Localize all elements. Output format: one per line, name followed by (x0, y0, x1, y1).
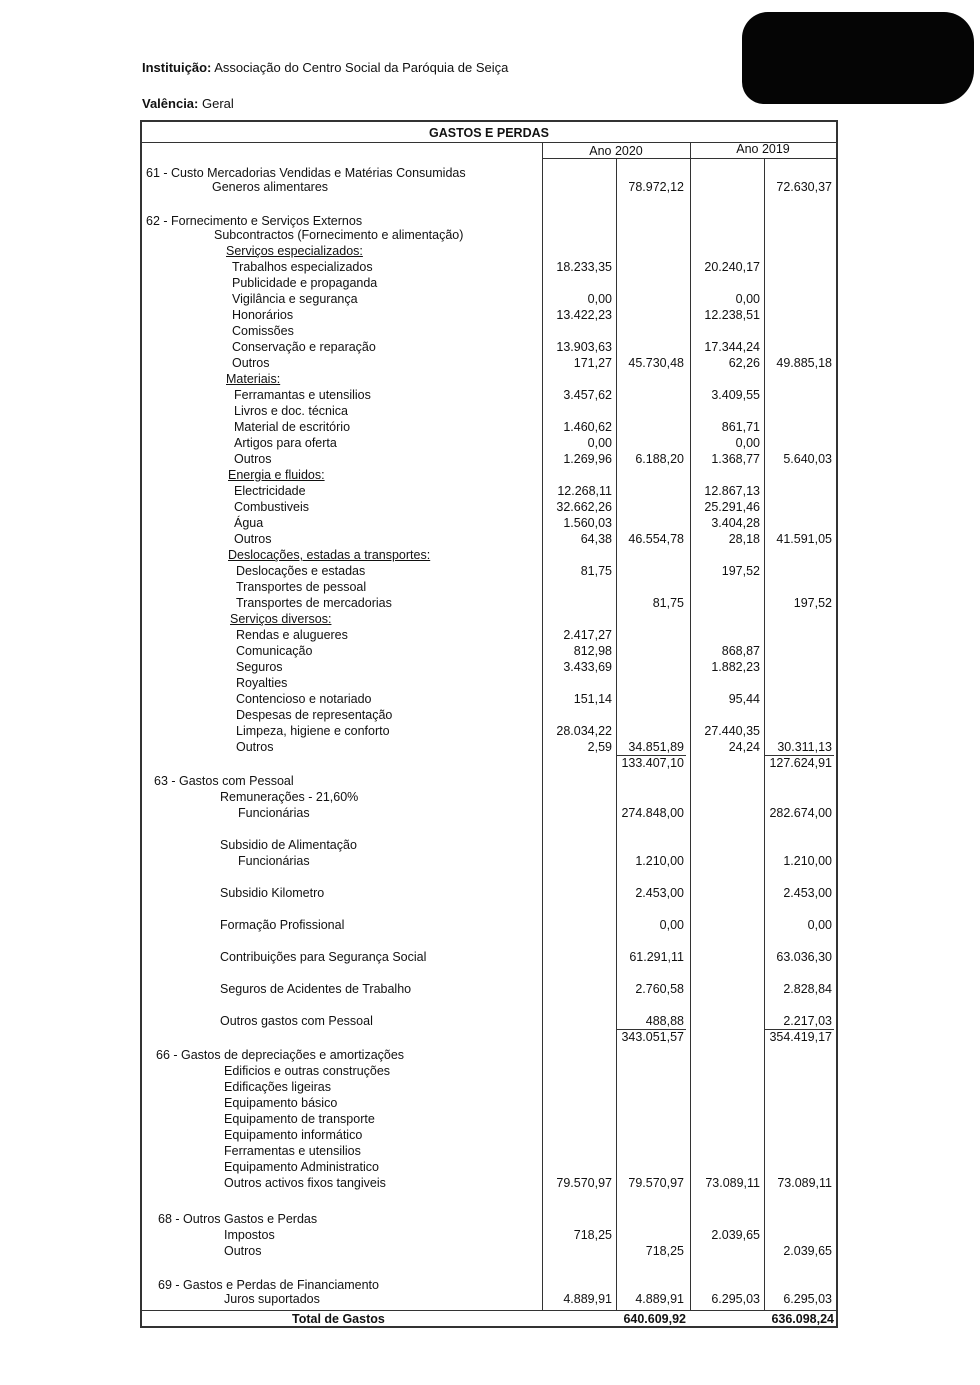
row-value-c: 25.291,46 (704, 500, 760, 514)
row-value-c: 861,71 (721, 420, 760, 434)
row-label: Material de escritório (234, 420, 351, 434)
row-label: Combustiveis (234, 500, 310, 514)
row-value-a: 64,38 (580, 532, 612, 546)
row-value-a: 1.269,96 (563, 452, 612, 466)
row-label: Formação Profissional (220, 918, 345, 932)
row-value-b: 2.760,58 (635, 982, 684, 996)
row-value-d: 49.885,18 (776, 356, 832, 370)
row-label: Limpeza, higiene e conforto (236, 724, 390, 738)
row-label: Energia e fluidos: (228, 468, 325, 482)
row-label: Edificios e outras construções (224, 1064, 391, 1078)
row-value-a: 12.268,11 (557, 484, 612, 498)
row-value-c: 17.344,24 (704, 340, 760, 354)
row-value-b: 6.188,20 (635, 452, 684, 466)
subtotal-rule (764, 755, 834, 756)
row-label: Funcionárias (238, 854, 310, 868)
row-value-a: 18.233,35 (556, 260, 612, 274)
row-value-c: 0,00 (735, 292, 760, 306)
row-label: Ferramentas e utensilios (224, 1144, 361, 1158)
row-label: Equipamento básico (224, 1096, 338, 1110)
col-divider-d (764, 158, 765, 1310)
row-label: Outros (234, 452, 272, 466)
row-value-a: 28.034,22 (556, 724, 612, 738)
row-value-b: 61.291,11 (629, 950, 684, 964)
row-value-b: 488,88 (645, 1014, 684, 1028)
row-value-d: 41.591,05 (776, 532, 832, 546)
row-value-d: 197,52 (793, 596, 832, 610)
row-label: Artigos para oferta (234, 436, 337, 450)
row-label: Água (234, 516, 264, 530)
row-value-d: 73.089,11 (777, 1176, 832, 1190)
row-value-d: 63.036,30 (776, 950, 832, 964)
row-value-c: 73.089,11 (705, 1176, 760, 1190)
row-value-a: 13.422,23 (556, 308, 612, 322)
row-value-c: 3.404,28 (711, 516, 760, 530)
row-value-b: 81,75 (652, 596, 684, 610)
row-label: 68 - Outros Gastos e Perdas (158, 1212, 318, 1226)
row-label: Serviços especializados: (226, 244, 363, 258)
row-label: Livros e doc. técnica (234, 404, 348, 418)
row-value-d: 72.630,37 (776, 180, 832, 194)
row-label: Seguros (236, 660, 283, 674)
row-value-d: 354.419,17 (769, 1030, 832, 1044)
row-label: Deslocações e estadas (236, 564, 366, 578)
row-value-c: 27.440,35 (704, 724, 760, 738)
row-label: Outros activos fixos tangiveis (224, 1176, 386, 1190)
row-value-b: 133.407,10 (621, 756, 684, 770)
row-label: Equipamento informático (224, 1128, 363, 1142)
row-value-a: 2,59 (587, 740, 612, 754)
row-value-b: 4.889,91 (635, 1292, 684, 1306)
row-label: Juros suportados (224, 1292, 320, 1306)
row-label: Outros (236, 740, 274, 754)
valencia-label: Valência: (142, 96, 199, 111)
row-label: Transportes de pessoal (236, 580, 367, 594)
row-value-b: 79.570,97 (628, 1176, 684, 1190)
total-divider (142, 1310, 836, 1311)
row-value-a: 1.560,03 (563, 516, 612, 530)
total-2020: 640.609,92 (623, 1312, 686, 1326)
row-label: Comissões (232, 324, 294, 338)
row-value-a: 81,75 (580, 564, 612, 578)
row-label: Remunerações - 21,60% (220, 790, 359, 804)
subtotal-rule (764, 1029, 834, 1030)
row-label: Materiais: (226, 372, 281, 386)
row-value-a: 812,98 (573, 644, 612, 658)
row-value-d: 5.640,03 (783, 452, 832, 466)
row-label: Outros gastos com Pessoal (220, 1014, 373, 1028)
row-value-a: 3.457,62 (563, 388, 612, 402)
row-value-d: 2.217,03 (783, 1014, 832, 1028)
row-value-d: 282.674,00 (769, 806, 832, 820)
row-value-a: 3.433,69 (563, 660, 612, 674)
row-value-b: 34.851,89 (628, 740, 684, 754)
row-label: Transportes de mercadorias (236, 596, 392, 610)
row-label: 63 - Gastos com Pessoal (154, 774, 294, 788)
total-label: Total de Gastos (292, 1312, 385, 1326)
row-label: Honorários (232, 308, 294, 322)
row-value-b: 46.554,78 (628, 532, 684, 546)
row-value-a: 151,14 (573, 692, 612, 706)
row-label: Outros (224, 1244, 262, 1258)
row-label: Publicidade e propaganda (232, 276, 378, 290)
row-value-d: 0,00 (807, 918, 832, 932)
row-label: Comunicação (236, 644, 313, 658)
row-label: Despesas de representação (236, 708, 393, 722)
subtotal-rule (616, 755, 686, 756)
row-label: Outros (234, 532, 272, 546)
row-value-c: 12.238,51 (704, 308, 760, 322)
row-value-a: 2.417,27 (563, 628, 612, 642)
row-label: Deslocações, estadas a transportes: (228, 548, 431, 562)
row-value-d: 1.210,00 (783, 854, 832, 868)
row-value-b: 274.848,00 (621, 806, 684, 820)
row-value-c: 868,87 (721, 644, 760, 658)
row-value-c: 197,52 (721, 564, 760, 578)
expenses-table (140, 120, 838, 1328)
row-label: Subsidio de Alimentação (220, 838, 357, 852)
row-value-b: 78.972,12 (628, 180, 684, 194)
row-value-c: 2.039,65 (711, 1228, 760, 1242)
row-label: Equipamento Administratico (224, 1160, 379, 1174)
row-value-d: 127.624,91 (769, 756, 832, 770)
row-value-a: 171,27 (573, 356, 612, 370)
row-label: Subcontractos (Fornecimento e alimentação) (214, 228, 464, 242)
row-value-b: 45.730,48 (628, 356, 684, 370)
row-value-c: 1.882,23 (711, 660, 760, 674)
row-label: Conservação e reparação (232, 340, 376, 354)
row-label: Outros (232, 356, 270, 370)
row-label: 69 - Gastos e Perdas de Financiamento (158, 1278, 379, 1292)
row-value-d: 2.453,00 (783, 886, 832, 900)
row-label: Trabalhos especializados (232, 260, 373, 274)
row-value-c: 12.867,13 (704, 484, 760, 498)
row-label: Rendas e alugueres (236, 628, 348, 642)
row-label: Contribuições para Segurança Social (220, 950, 427, 964)
row-value-c: 24,24 (728, 740, 760, 754)
row-value-a: 0,00 (587, 436, 612, 450)
row-label: Equipamento de transporte (224, 1112, 375, 1126)
row-label: Contencioso e notariado (236, 692, 372, 706)
row-label: 62 - Fornecimento e Serviços Externos (146, 214, 363, 228)
year-2020-header: Ano 2020 (589, 144, 643, 158)
row-value-d: 2.039,65 (783, 1244, 832, 1258)
row-value-a: 32.662,26 (556, 500, 612, 514)
row-label: Generos alimentares (212, 180, 329, 194)
row-label: Funcionárias (238, 806, 310, 820)
table-title: GASTOS E PERDAS (429, 126, 549, 140)
row-value-a: 13.903,63 (556, 340, 612, 354)
row-value-b: 1.210,00 (635, 854, 684, 868)
row-label: Serviços diversos: (230, 612, 332, 626)
row-value-c: 3.409,55 (711, 388, 760, 402)
row-label: Impostos (224, 1228, 275, 1242)
redaction-mark (742, 12, 974, 104)
row-value-c: 20.240,17 (704, 260, 760, 274)
row-value-a: 4.889,91 (563, 1292, 612, 1306)
row-label: Edificações ligeiras (224, 1080, 331, 1094)
row-label: 61 - Custo Mercadorias Vendidas e Matérias Consumidas (146, 166, 466, 180)
row-label: Ferramantas e utensilios (234, 388, 371, 402)
institution-label: Instituição: (142, 60, 212, 75)
row-value-a: 718,25 (573, 1228, 612, 1242)
row-value-c: 28,18 (728, 532, 760, 546)
row-value-a: 79.570,97 (556, 1176, 612, 1190)
row-value-b: 718,25 (645, 1244, 684, 1258)
row-label: Subsidio Kilometro (220, 886, 325, 900)
subtotal-rule (616, 1029, 686, 1030)
row-label: Vigilância e segurança (232, 292, 358, 306)
row-label: Royalties (236, 676, 288, 690)
row-value-c: 6.295,03 (711, 1292, 760, 1306)
row-value-b: 0,00 (659, 918, 684, 932)
row-value-c: 0,00 (735, 436, 760, 450)
row-label: Seguros de Acidentes de Trabalho (220, 982, 412, 996)
total-2019: 636.098,24 (771, 1312, 834, 1326)
year-2019-header: Ano 2019 (736, 142, 790, 156)
row-value-a: 1.460,62 (563, 420, 612, 434)
row-value-d: 6.295,03 (783, 1292, 832, 1306)
row-value-b: 343.051,57 (621, 1030, 684, 1044)
row-label: Electricidade (234, 484, 306, 498)
row-value-c: 1.368,77 (711, 452, 760, 466)
row-label: 66 - Gastos de depreciações e amortizações (156, 1048, 405, 1062)
row-value-d: 30.311,13 (777, 740, 832, 754)
row-value-c: 62,26 (728, 356, 760, 370)
institution-line (142, 60, 508, 75)
valencia-line (142, 96, 234, 111)
year-divider (542, 158, 836, 159)
row-value-b: 2.453,00 (635, 886, 684, 900)
row-value-d: 2.828,84 (783, 982, 832, 996)
col-divider-b (616, 158, 617, 1310)
institution-value: Associação do Centro Social da Paróquia de Seiça (214, 60, 509, 75)
row-value-a: 0,00 (587, 292, 612, 306)
valencia-value: Geral (202, 96, 234, 111)
row-value-c: 95,44 (728, 692, 760, 706)
